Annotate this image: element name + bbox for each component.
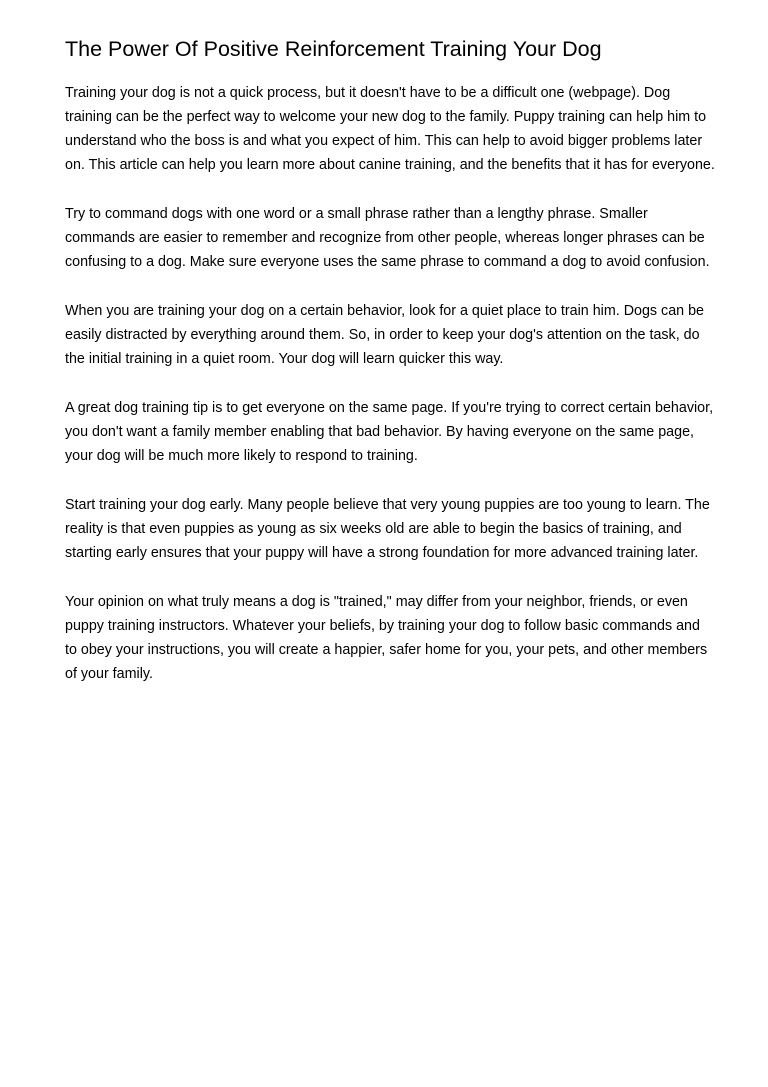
paragraph-6: Your opinion on what truly means a dog is "trained," may differ from your neighbor, friends, or even puppy training instructors. Whatever your beliefs, by training your dog to follow basic commands and to obey your instructions, you will create a happier, safer home for you, your pets, and other members of your family. [65, 594, 708, 682]
paragraph-1: Training your dog is not a quick process, but it doesn't have to be a difficult one (webpage). Dog training can be the perfect way to welcome your new dog to the family. Puppy training can help him to understand who the boss is and what you expect of him. This can help to avoid bigger problems later on. This article can help you learn more about canine training, and the benefits that it has for everyone. [65, 85, 715, 173]
paragraph-2: Try to command dogs with one word or a small phrase rather than a lengthy phrase. Smaller commands are easier to remember and recognize from other people, whereas longer phrases can be confusing to a dog. Make sure everyone uses the same phrase to command a dog to avoid confusion. [65, 206, 710, 270]
document-title: The Power Of Positive Reinforcement Training Your Dog [65, 37, 602, 61]
document-body [65, 81, 715, 686]
document-content [65, 34, 715, 711]
paragraph-5: Start training your dog early. Many people believe that very young puppies are too young to learn. The reality is that even puppies as young as six weeks old are able to begin the basics of training, and starting early ensures that your puppy will have a strong foundation for more advanced training later. [65, 497, 710, 561]
paragraph-3: When you are training your dog on a certain behavior, look for a quiet place to train him. Dogs can be easily distracted by everything around them. So, in order to keep your dog's attention on the task, do the initial training in a quiet room. Your dog will learn quicker this way. [65, 303, 704, 367]
paragraph-4: A great dog training tip is to get everyone on the same page. If you're trying to correct certain behavior, you don't want a family member enabling that bad behavior. By having everyone on the same page, your dog will be much more likely to respond to training. [65, 400, 714, 464]
